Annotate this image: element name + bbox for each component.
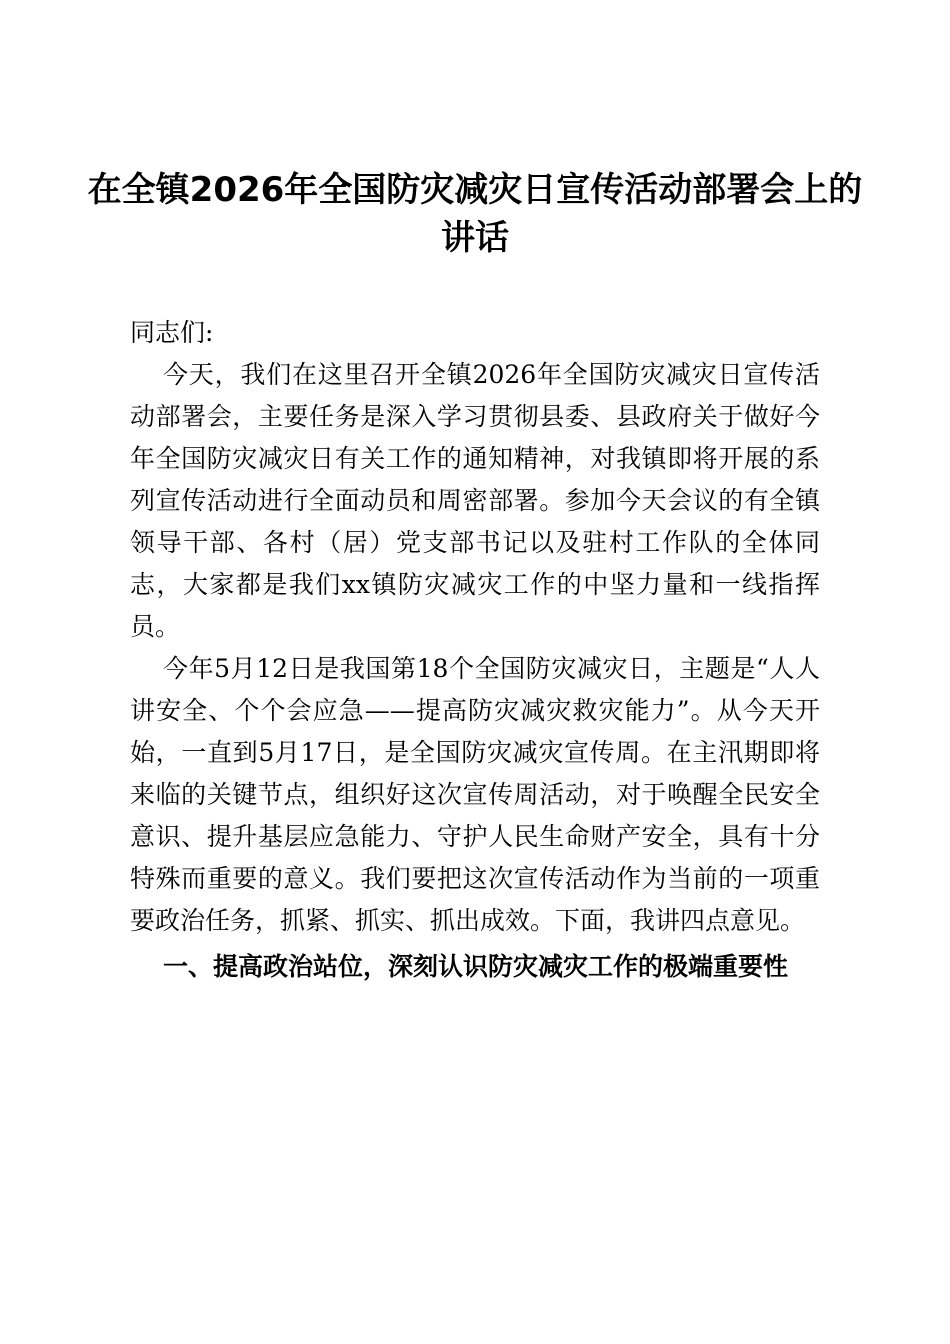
- paragraph-opening: 今天，我们在这里召开全镇2026年全国防灾减灾日宣传活动部署会，主要任务是深入学习贯彻县委、县政府关于做好今年全国防灾减灾日有关工作的通知精神，对我镇即将开展的系列宣传活动进行全面动员和周密部署。参加今天会议的有全镇领导干部、各村（居）党支部书记以及驻村工作队的全体同志，大家都是我们xx镇防灾减灾工作的中坚力量和一线指挥员。: [130, 360, 820, 641]
- document-title: 在全镇2026年全国防灾减灾日宣传活动部署会上的讲话: [87, 170, 863, 258]
- salutation: 同志们:: [130, 318, 214, 347]
- document-body: [130, 312, 820, 988]
- paragraph-theme: 今年5月12日是我国第18个全国防灾减灾日，主题是“人人讲安全、个个会应急——提高防灾减灾救灾能力”。从今天开始，一直到5月17日，是全国防灾减灾宣传周。在主汛期即将来临的关键节点，组织好这次宣传周活动，对于唤醒全民安全意识、提升基层应急能力、守护人民生命财产安全，具有十分特殊而重要的意义。我们要把这次宣传活动作为当前的一项重要政治任务，抓紧、抓实、抓出成效。下面，我讲四点意见。: [130, 654, 820, 935]
- section-heading-1: 一、提高政治站位，深刻认识防灾减灾工作的极端重要性: [163, 952, 789, 981]
